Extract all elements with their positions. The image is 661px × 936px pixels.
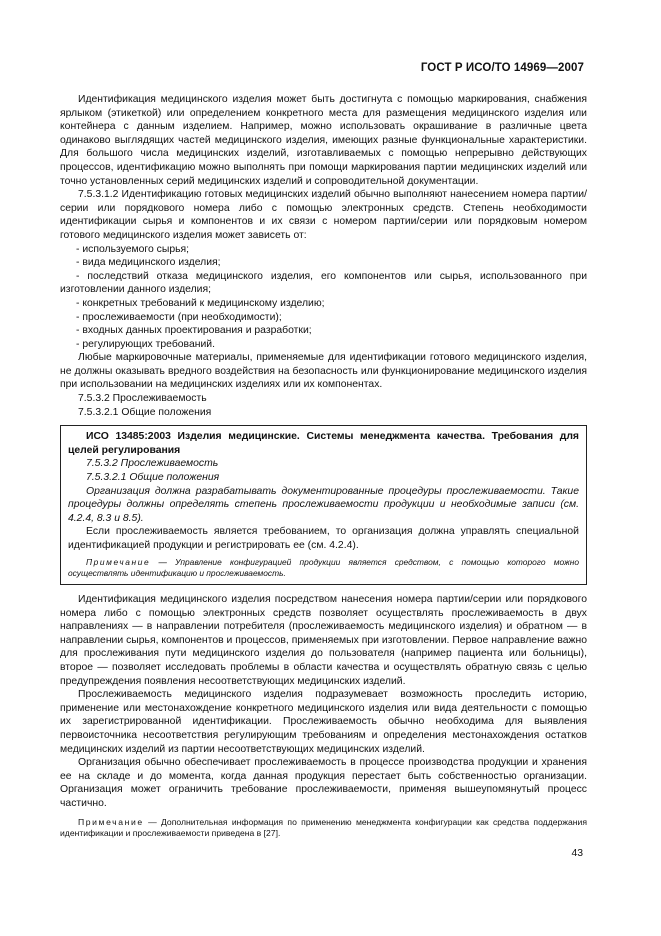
paragraph-identification-methods: Идентификация медицинского изделия может быть достигнута с помощью маркирования, снабжения ярлыком (этикеткой) или определением конкретного места для размещения медицинского изделия или контейнера с данным изделием. Например, можно использовать окрашивание в различные цвета одинаково выглядящих частей медицинского изделия, имеющих разные функциональные характеристики. Для большого числа медицинских изделий, изготавливаемых с помощью непрерывно действующих процессов, идентификацию можно выполнять при помощи маркирования партии медицинских изделий или точно установленных серий медицинских изделий и сопроводительной документации.	[60, 94, 587, 187]
document-header: ГОСТ Р ИСО/ТО 14969—2007	[420, 62, 584, 74]
footer-note-label: Примечание	[78, 816, 144, 827]
document-body	[60, 93, 587, 839]
clause-heading-7-5-3-2-1: 7.5.3.2.1 Общие положения	[78, 406, 212, 418]
clause-heading-7-5-3-2: 7.5.3.2 Прослеживаемость	[78, 393, 207, 405]
list-item: - используемого сырья;	[76, 243, 190, 255]
iso-clause-heading: 7.5.3.2 Прослеживаемость	[86, 458, 219, 470]
list-item: - входных данных проектирования и разработки;	[76, 325, 312, 337]
iso-conditional-text: Если прослеживаемость является требованием, то организация должна управлять специальной идентификацией продукции и регистрировать ее (см. 4.2.4).	[68, 526, 579, 551]
iso-13485-quote-box	[60, 425, 587, 585]
paragraph-clause-7-5-3-1-2: 7.5.3.1.2 Идентификацию готовых медицинских изделий обычно выполняют нанесением номера партии/серии или порядкового номера либо с помощью электронных средств. Степень необходимости идентификации сырья и компонентов и их связи с номером партии/серии или порядковым номером готового медицинского изделия может зависеть от:	[60, 189, 587, 241]
paragraph-traceability-definition: Прослеживаемость медицинского изделия подразумевает возможность проследить историю, применение или местонахождение конкретного медицинского изделия или вида деятельности с помощью их зарегистрированной идентификации. Прослеживаемость обычно необходима для выявления первоисточника несоответствия регулирующим требованиям и определения местонахождения остатков медицинских изделий из партии несоответствующих медицинских изделий.	[60, 689, 587, 755]
iso-note	[68, 557, 579, 579]
iso-subclause-heading: 7.5.3.2.1 Общие положения	[86, 472, 220, 484]
list-item: - регулирующих требований.	[76, 338, 215, 350]
iso-requirement-text: Организация должна разрабатывать документированные процедуры прослеживаемости. Такие процедуры должны определять степень прослеживаемости продукции и необходимые записи (см. 4.2.4, 8.3 и 8.5).	[68, 485, 579, 524]
list-item: - конкретных требований к медицинскому изделию;	[76, 297, 325, 309]
list-item: - прослеживаемости (при необходимости);	[76, 311, 282, 323]
list-item: - вида медицинского изделия;	[76, 257, 221, 269]
paragraph-two-directions: Идентификация медицинского изделия посредством нанесения номера партии/серии или порядкового номера либо с помощью электронных средств позволяет осуществлять прослеживаемость в двух направлениях — в направлении потребителя (прослеживаемость медицинского изделия) и обратном — в направлении сырья, компонентов и процессов, применяемых при изготовлении. Первое направление важно для прослеживания пути медицинского изделия до пользователя (например пациента или больницы), второе — позволяет исследовать проблемы в области качества и осуществлять обратную связь с целью предупреждения появления несоответствующих медицинских изделий.	[60, 594, 587, 687]
footer-note	[60, 817, 587, 840]
iso-note-label: Примечание	[86, 556, 151, 567]
iso-note-text: — Управление конфигурацией продукции является средством, с помощью которого можно осуществлять идентификацию и прослеживаемость.	[68, 556, 579, 578]
paragraph-marking-materials: Любые маркировочные материалы, применяемые для идентификации готового медицинского изделия, не должны оказывать вредного воздействия на безопасность или функционирование медицинского изделия при использовании на медицинских изделиях или их компонентах.	[60, 352, 587, 391]
iso-standard-title: ИСО 13485:2003 Изделия медицинские. Системы менеджмента качества. Требования для целей регулирования	[68, 431, 579, 456]
footer-note-text: — Дополнительная информация по применению менеджмента конфигурации как средства поддержания идентификации и прослеживаемости приведена в [27].	[60, 816, 587, 838]
page-number: 43	[571, 848, 583, 859]
paragraph-organization-scope: Организация обычно обеспечивает прослеживаемость в процессе производства продукции и хранения ее на складе и до момента, когда данная продукция перестает быть собственностью организации. Организация может ограничить требование прослеживаемости, применяя вышеупомянутый процесс частично.	[60, 757, 587, 809]
list-item: - последствий отказа медицинского изделия, его компонентов или сырья, использованного при изготовлении данного изделия;	[60, 270, 587, 296]
